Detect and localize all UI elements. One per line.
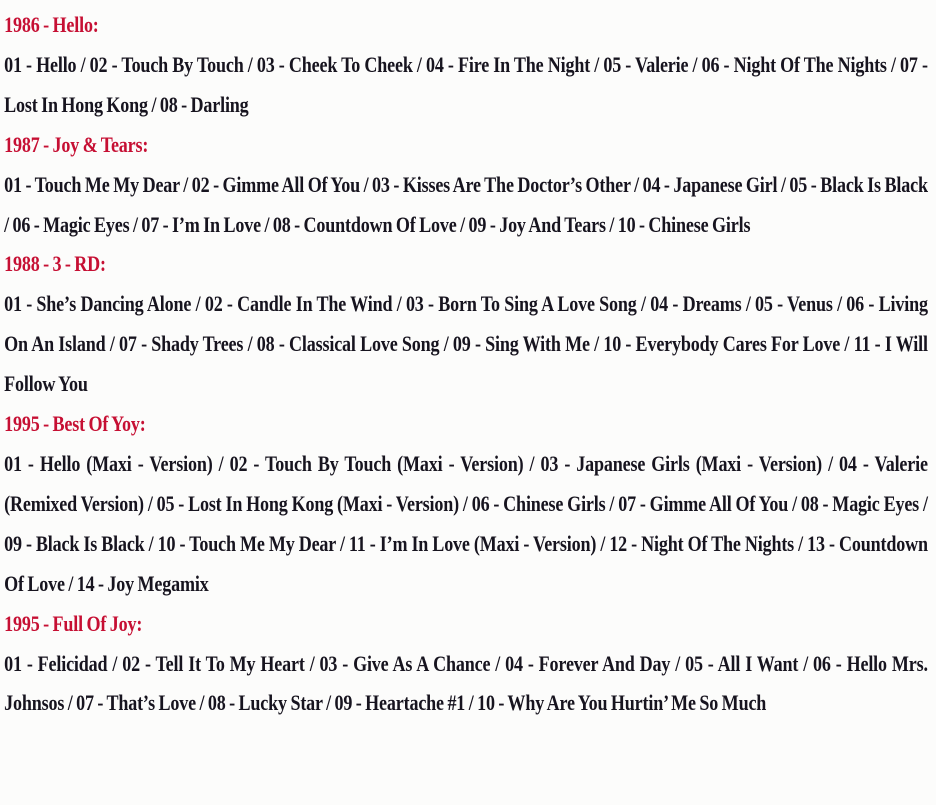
album-section [4,244,928,404]
track-list: 01 - Touch Me My Dear / 02 - Gimme All Of You / 03 - Kisses Are The Doctor’s Other / 04 - Japanese Girl / 05 - Black Is Black / 06 - Magic Eyes / 07 - I’m In Love / 08 - Countdown Of Love / 09 - Joy And Tears / 10 - Chinese Girls [4,171,928,237]
track-list: 01 - Hello / 02 - Touch By Touch / 03 - Cheek To Cheek / 04 - Fire In The Night / 05 - Valerie / 06 - Night Of The Nights / 07 - Lost In Hong Kong / 08 - Darling [4,51,928,117]
album-section [4,604,928,724]
album-section [4,404,928,604]
album-heading: 1988 - 3 - RD: [4,251,106,277]
track-list: 01 - She’s Dancing Alone / 02 - Candle In The Wind / 03 - Born To Sing A Love Song / 04 - Dreams / 05 - Venus / 06 - Living On An Island / 07 - Shady Trees / 08 - Classical Love Song / 09 - Sing With Me / 10 - Everybody Cares For Love / 11 - I Will Follow You [4,291,928,397]
album-heading: 1995 - Full Of Joy: [4,610,143,636]
album-heading: 1986 - Hello: [4,12,99,37]
album-section [4,125,928,245]
album-heading: 1995 - Best Of Yoy: [4,411,146,437]
track-list: 01 - Hello (Maxi - Version) / 02 - Touch By Touch (Maxi - Version) / 03 - Japanese Girls (Maxi - Version) / 04 - Valerie (Remixed Version) / 05 - Lost In Hong Kong (Maxi - Version) / 06 - Chinese Girls / 07 - Gimme All Of You / 08 - Magic Eyes / 09 - Black Is Black / 10 - Touch Me My Dear / 11 - I’m In Love (Maxi - Version) / 12 - Night Of The Nights / 13 - Countdown Of Love / 14 - Joy Megamix [4,450,928,596]
track-list: 01 - Felicidad / 02 - Tell It To My Heart / 03 - Give As A Chance / 04 - Forever And Day / 05 - All I Want / 06 - Hello Mrs. Johnsos / 07 - That’s Love / 08 - Lucky Star / 09 - Heartache #1 / 10 - Why Are You Hurtin’ Me So Much [4,650,928,716]
album-heading: 1987 - Joy & Tears: [4,131,149,157]
album-section [4,5,928,125]
